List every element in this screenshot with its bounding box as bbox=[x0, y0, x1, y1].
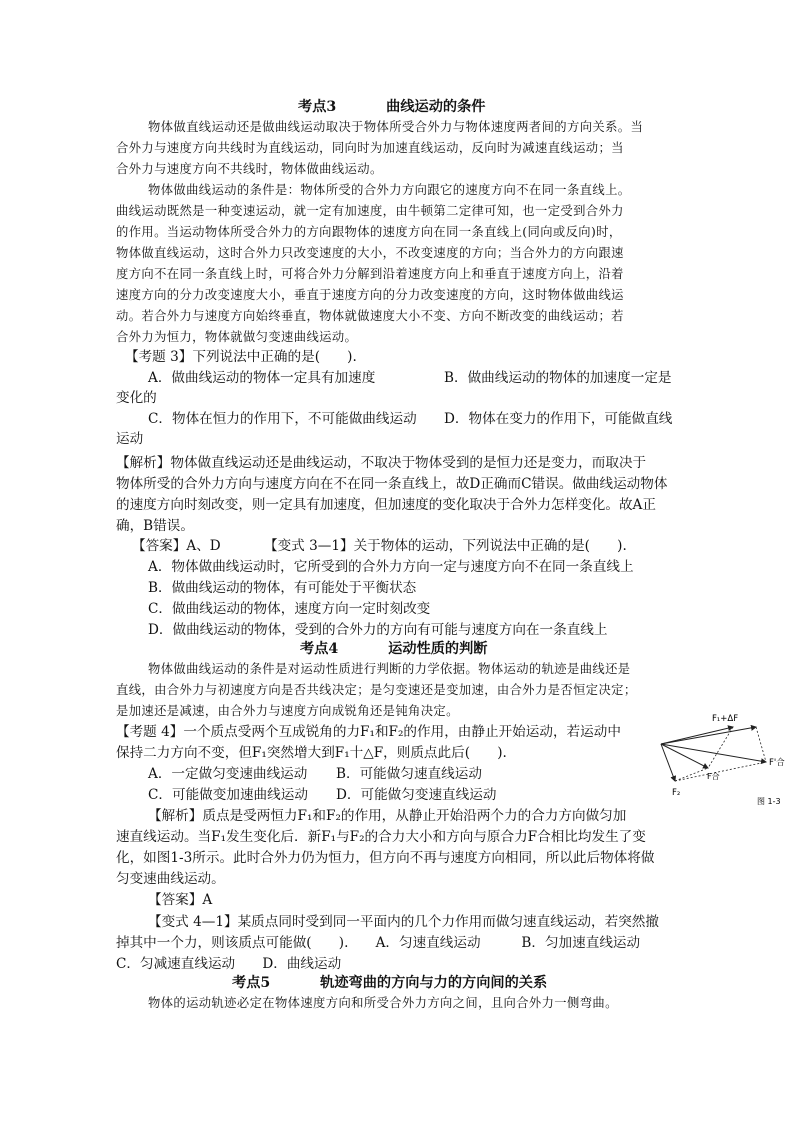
section-4-number: 考点4 bbox=[300, 641, 339, 657]
section-3-heading bbox=[298, 96, 485, 116]
q4-variant-line-3: C．匀减速直线运动 D．曲线运动 bbox=[116, 956, 342, 972]
force-f1-arrow bbox=[661, 727, 733, 744]
label-f-he-prime: F'合 bbox=[769, 758, 785, 768]
s3-line-8: 度方向不在同一条直线上时，可将合外力分解到沿着速度方向上和垂直于速度方向上，沿着 bbox=[116, 267, 624, 281]
s3-line-11: 合外力为恒力，物体就做匀变速曲线运动。 bbox=[116, 330, 358, 344]
s3-line-10: 动。若合外力与速度方向始终垂直，物体就做速度大小不变、方向不断改变的曲线运动；若 bbox=[116, 309, 624, 323]
q4-option-b: B．可能做匀速直线运动 bbox=[336, 766, 482, 782]
section-3-number: 考点3 bbox=[298, 99, 337, 115]
q4-variant-line-1: 【变式 4—1】某质点同时受到同一平面内的几个力作用而做匀速直线运动，若突然撤 bbox=[148, 914, 659, 930]
section-4-title: 运动性质的判断 bbox=[388, 641, 488, 657]
q4-explanation-4: 匀变速曲线运动。 bbox=[116, 871, 225, 887]
s3-line-5: 曲线运动既然是一种变速运动，就一定有加速度，由牛顿第二定律可知，也一定受到合外力 bbox=[116, 204, 624, 218]
q3-variant-option-c: C．做曲线运动的物体，速度方向一定时刻改变 bbox=[148, 601, 431, 617]
q4-variant-line-2: 掉其中一个力，则该质点可能做( ). A．匀速直线运动 B．匀加速直线运动 bbox=[116, 935, 641, 951]
s4-line-2: 直线，由合外力与初速度方向是否共线决定；是匀变速还是变加速，由合外力是否恒定决定； bbox=[116, 683, 637, 697]
parallelogram-edge bbox=[675, 762, 766, 781]
s5-line-1: 物体的运动轨迹必定在物体速度方向和所受合外力方向之间，且向合外力一侧弯曲。 bbox=[148, 996, 618, 1010]
q4-option-d: D．可能做匀变速直线运动 bbox=[336, 787, 497, 803]
s4-line-3: 是加速还是减速，由合外力与速度方向成锐角还是钝角决定。 bbox=[116, 704, 459, 718]
q3-explanation-4: 确，B错误。 bbox=[116, 518, 194, 534]
label-f-he: F合 bbox=[707, 772, 720, 781]
q4-option-a: A．一定做匀变速曲线运动 bbox=[148, 766, 308, 782]
q3-explanation-2: 物体所受的合外力方向与速度方向在不在同一条直线上，故D正确而C错误。做曲线运动物体 bbox=[116, 476, 668, 492]
label-f2: F₂ bbox=[672, 788, 681, 798]
q3-option-d-cont: 运动 bbox=[116, 431, 144, 447]
s3-line-6: 的作用。当运动物体所受合外力的方向跟物体的速度方向在同一条直线上(同向或反向)时， bbox=[116, 225, 622, 239]
q3-option-a: A．做曲线运动的物体一定具有加速度 bbox=[148, 370, 376, 386]
section-4-heading bbox=[300, 638, 487, 658]
q4-explanation-3: 化，如图1-3所示。此时合外力仍为恒力，但方向不再与速度方向相同，所以此后物体将做 bbox=[116, 850, 655, 866]
s3-line-2: 合外力与速度方向共线时为直线运动，同向时为加速直线运动，反向时为减速直线运动；当 bbox=[116, 141, 624, 155]
s3-line-1: 物体做直线运动还是做曲线运动取决于物体所受合外力与物体速度两者间的方向关系。当 bbox=[148, 120, 644, 134]
q3-variant-option-d: D．做曲线运动的物体，受到的合外力的方向有可能与速度方向在一条直线上 bbox=[148, 622, 608, 638]
q4-explanation-2: 速直线运动。当F₁发生变化后．新F₁与F₂的合力大小和方向与原合力F合相比均发生了变 bbox=[116, 829, 646, 845]
q4-explanation-1: 【解析】质点是受两恒力F₁和F₂的作用，从静止开始沿两个力的合力方向做匀加 bbox=[148, 808, 627, 824]
s4-line-1: 物体做曲线运动的条件是对运动性质进行判断的力学依据。物体运动的轨迹是曲线还是 bbox=[148, 662, 631, 676]
q3-variant-stem: 【变式 3—1】关于物体的运动，下列说法中正确的是( ). bbox=[264, 538, 627, 554]
q3-answer: 【答案】A、D bbox=[132, 538, 221, 554]
q3-explanation-3: 的速度方向时刻改变，则一定具有加速度，但加速度的变化取决于合外力怎样变化。故A正 bbox=[116, 497, 656, 513]
section-5-heading bbox=[232, 972, 547, 992]
s3-line-3: 合外力与速度方向不共线时，物体做曲线运动。 bbox=[116, 162, 383, 176]
section-5-title: 轨迹弯曲的方向与力的方向间的关系 bbox=[320, 975, 548, 991]
q4-option-c: C．可能做变加速曲线运动 bbox=[148, 787, 308, 803]
parallelogram-edge bbox=[675, 768, 708, 781]
q4-stem-2: 保持二力方向不变，但F₁突然增大到F₁十△F，则质点此后( ). bbox=[116, 745, 507, 761]
q4-answer: 【答案】A bbox=[148, 892, 213, 908]
figure-caption: 图 1-3 bbox=[757, 797, 781, 806]
q3-option-c: C．物体在恒力的作用下，不可能做曲线运动 bbox=[148, 411, 417, 427]
parallelogram-edge bbox=[756, 727, 766, 762]
s3-line-4: 物体做曲线运动的条件是：物体所受的合外力方向跟它的速度方向不在同一条直线上。 bbox=[148, 183, 631, 197]
section-3-title: 曲线运动的条件 bbox=[386, 99, 486, 115]
q3-variant-option-a: A．物体做曲线运动时，它所受到的合外力方向一定与速度方向不在同一条直线上 bbox=[148, 559, 634, 575]
section-5-number: 考点5 bbox=[232, 975, 271, 991]
force-diagram-figure bbox=[650, 705, 786, 810]
q3-variant-option-b: B．做曲线运动的物体，有可能处于平衡状态 bbox=[148, 580, 417, 596]
q3-stem: 【考题 3】下列说法中正确的是( ). bbox=[125, 349, 357, 365]
q4-stem-1: 【考题 4】一个质点受两个互成锐角的力F₁和F₂的作用，由静止开始运动，若运动中 bbox=[116, 724, 621, 740]
s3-line-9: 速度方向的分力改变速度大小，垂直于速度方向的分力改变速度的方向，这时物体做曲线运 bbox=[116, 288, 624, 302]
label-f1-plus-delta-f: F₁+ΔF bbox=[712, 714, 739, 724]
s3-line-7: 物体做直线运动，这时合外力只改变速度的大小，不改变速度的方向；当合外力的方向跟速 bbox=[116, 246, 624, 260]
q3-option-d: D．物体在变力的作用下，可能做直线 bbox=[444, 411, 673, 427]
q3-option-b-cont: 变化的 bbox=[116, 390, 157, 406]
q3-explanation-1: 【解析】物体做直线运动还是曲线运动，不取决于物体受到的是恒力还是变力，而取决于 bbox=[116, 455, 647, 471]
force-f1-plus-delta-arrow bbox=[661, 727, 756, 744]
q3-option-b: B．做曲线运动的物体的加速度一定是 bbox=[444, 370, 672, 386]
